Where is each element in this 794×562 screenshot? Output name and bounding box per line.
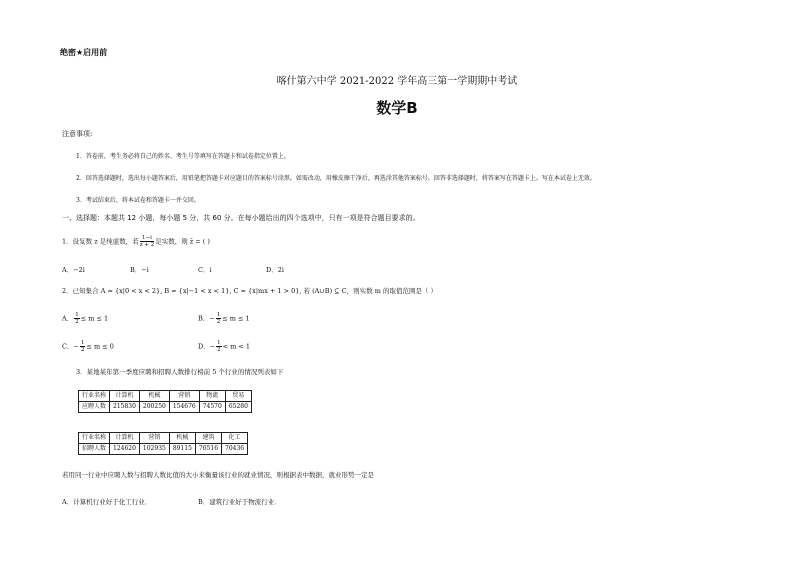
- q3-option-b: B．建筑行业好于物流行业．: [198, 498, 281, 506]
- notice-item: 3．考试结束后，将本试卷和答题卡一并交回。: [76, 197, 200, 204]
- table-cell: 招聘人数: [79, 444, 110, 455]
- q2-option-d: D．− $\frac{1}{2}$ < m < 1: [198, 340, 251, 353]
- q2-option-c: C．− $\frac{1}{2}$ ≤ m ≤ 0: [62, 340, 114, 353]
- table-cell: 行业名称: [79, 433, 110, 444]
- table-cell: 215830: [110, 402, 140, 413]
- notice-heading: 注意事项:: [62, 130, 93, 138]
- table-cell: 102935: [139, 444, 169, 455]
- q1-option-d: D．2i: [266, 266, 284, 274]
- table-cell: 物流: [199, 391, 225, 402]
- table-cell: 贸易: [225, 391, 251, 402]
- table-cell: 建筑: [195, 433, 221, 444]
- exam-title: 喀什第六中学 2021-2022 学年高三第一学期期中考试: [276, 76, 518, 87]
- question-1-stem: 1．设复数 z 是纯虚数，若 $\frac{1-i}{z + 2}$ 是实数，则 z̄ = ( ): [62, 235, 210, 248]
- notice-item: 2．回答选择题时，选出每小题答案后，用铅笔把答题卡对应题目的答案标号涂黑。如需改动，用橡皮擦干净后，再选涂其他答案标号。回答非选择题时，将答案写在答题卡上。写在本试卷上无效。: [76, 175, 596, 182]
- hiring-table: [78, 432, 248, 455]
- q1-option-b: B．−i: [130, 266, 149, 274]
- fraction: $\frac{1-i}{z + 2}$: [139, 235, 155, 248]
- table-row: [79, 402, 252, 413]
- applicants-table: [78, 390, 252, 413]
- table-row: [79, 391, 252, 402]
- table-cell: 行业名称: [79, 391, 110, 402]
- q3-option-a: A．计算机行业好于化工行业．: [62, 498, 152, 506]
- table-cell: 应聘人数: [79, 402, 110, 413]
- table-cell: 74570: [199, 402, 225, 413]
- table-cell: 计算机: [110, 433, 140, 444]
- table-cell: 营销: [139, 433, 169, 444]
- table-cell: 154676: [169, 402, 199, 413]
- q2-option-a: A． $\frac{1}{2}$ ≤ m ≤ 1: [62, 312, 109, 325]
- question-3-stem: 3．某地某年第一季度应聘和招聘人数排行榜前 5 个行业的情况列表如下: [76, 368, 284, 376]
- table-cell: 计算机: [110, 391, 140, 402]
- table-cell: 76516: [195, 444, 221, 455]
- table-row: [79, 444, 248, 455]
- table-cell: 营销: [169, 391, 199, 402]
- notice-item: 1．答卷前，考生务必将自己的姓名、考生号等填写在答题卡和试卷指定位置上。: [76, 153, 290, 160]
- secret-mark: 绝密★启用前: [60, 48, 108, 57]
- table-cell: 89115: [169, 444, 195, 455]
- table-cell: 65280: [225, 402, 251, 413]
- table-cell: 70436: [222, 444, 248, 455]
- table-cell: 机械: [139, 391, 169, 402]
- q2-option-b: B．− $\frac{1}{2}$ ≤ m ≤ 1: [198, 312, 250, 325]
- table-cell: 124620: [110, 444, 140, 455]
- table-cell: 化工: [222, 433, 248, 444]
- section-heading: 一、选择题：本题共 12 小题，每小题 5 分，共 60 分。在每小题给出的四个选项中，只有一项是符合题目要求的。: [62, 214, 420, 222]
- subject-title: 数学B: [376, 99, 418, 117]
- question-3-conclusion: 若用同一行业中应聘人数与招聘人数比值的大小来衡量该行业的就业情况，则根据表中数据，就业形势一定是: [62, 471, 374, 479]
- table-cell: 200250: [139, 402, 169, 413]
- q1-option-c: C．i: [198, 266, 212, 274]
- question-2-stem: 2．已知集合 A = {x|0 < x < 2}, B = {x|−1 < x < 1}, C = {x|mx + 1 > 0}, 若 (A∪B) ⊆ C，则实数 m 的取值范围是（ ）: [62, 287, 438, 295]
- table-row: [79, 433, 248, 444]
- table-cell: 机械: [169, 433, 195, 444]
- q1-option-a: A．−2i: [62, 266, 85, 274]
